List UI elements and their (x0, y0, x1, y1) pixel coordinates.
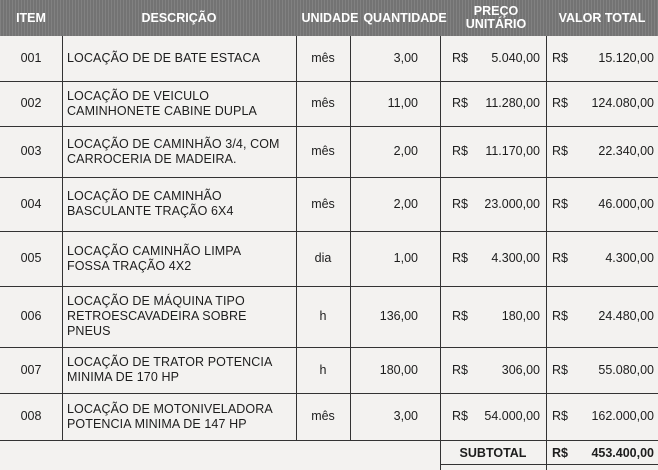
item-quantity: 11,00 (387, 96, 418, 110)
unit-price: 306,00 (501, 362, 540, 377)
item-number: 002 (20, 96, 42, 110)
description-line: PNEUS (67, 324, 111, 338)
item-unit: h (319, 362, 327, 377)
column-divider (546, 440, 547, 470)
description-line: RETROESCAVADEIRA SOBRE (67, 309, 247, 323)
subtotal-currency: R$ (552, 445, 568, 460)
item-description (62, 36, 299, 81)
item-description (62, 393, 299, 440)
header-valor-total: VALOR TOTAL (558, 10, 646, 25)
unit-price: 23.000,00 (484, 196, 540, 211)
header-item: ITEM (16, 10, 46, 25)
item-unit: mês (311, 409, 335, 423)
header-preco-line1: PREÇO (473, 4, 519, 18)
currency-symbol: R$ (452, 409, 468, 423)
item-number: 006 (20, 309, 42, 323)
table-row (0, 36, 658, 81)
total-value: 46.000,00 (598, 196, 654, 211)
row-divider (0, 393, 658, 394)
item-unit: mês (311, 96, 335, 110)
description-line: FOSSA TRAÇÃO 4X2 (67, 258, 192, 273)
item-quantity: 1,00 (393, 251, 418, 265)
total-value: 124.080,00 (591, 96, 654, 110)
unit-price: 11.280,00 (485, 96, 540, 110)
item-description (62, 286, 299, 347)
item-number: 008 (20, 409, 42, 423)
currency-symbol: R$ (452, 51, 468, 65)
currency-symbol: R$ (452, 251, 468, 265)
total-value: 22.340,00 (598, 144, 654, 158)
unit-price: 11.170,00 (485, 144, 540, 158)
item-number: 007 (20, 362, 42, 377)
description-line: BASCULANTE TRAÇÃO 6X4 (67, 204, 234, 218)
currency-symbol: R$ (552, 144, 568, 158)
column-divider (440, 36, 441, 440)
row-divider (0, 177, 658, 178)
item-description (62, 126, 299, 177)
header-quantidade: QUANTIDADE (363, 10, 447, 25)
item-quantity: 136,00 (379, 309, 418, 323)
item-quantity: 3,00 (393, 409, 418, 423)
table-row (0, 126, 658, 177)
item-unit: h (319, 309, 327, 323)
column-divider (546, 36, 547, 440)
description-line: CARROCERIA DE MADEIRA. (67, 151, 237, 166)
unit-price: 54.000,00 (484, 409, 540, 423)
total-value: 55.080,00 (598, 362, 654, 377)
item-unit: mês (311, 51, 335, 65)
row-divider (0, 231, 658, 232)
description-line: CAMINHONETE CABINE DUPLA (67, 103, 257, 118)
currency-symbol: R$ (452, 96, 468, 110)
currency-symbol: R$ (552, 51, 568, 65)
table-row (0, 286, 658, 347)
subtotal-row (0, 440, 658, 466)
row-divider (440, 464, 658, 465)
currency-symbol: R$ (452, 196, 468, 211)
description-line: LOCAÇÃO DE DE BATE ESTACA (67, 51, 261, 65)
column-divider (440, 440, 441, 470)
row-divider (0, 286, 658, 287)
subtotal-label: SUBTOTAL (459, 445, 527, 460)
table-header (0, 0, 658, 36)
item-description (62, 231, 299, 286)
currency-symbol: R$ (452, 309, 468, 323)
header-preco-line2: UNITÁRIO (465, 17, 527, 31)
item-number: 005 (20, 251, 42, 265)
unit-price: 4.300,00 (491, 251, 540, 265)
table-row (0, 393, 658, 440)
item-unit: mês (311, 144, 335, 158)
description-line: LOCAÇÃO DE MOTONIVELADORA (67, 401, 273, 416)
item-quantity: 180,00 (379, 362, 418, 377)
item-description (62, 177, 299, 231)
description-line: LOCAÇÃO DE MÁQUINA TIPO (67, 294, 245, 308)
total-value: 24.480,00 (598, 309, 654, 323)
column-divider (62, 36, 63, 440)
header-preco-unitario (446, 0, 546, 36)
currency-symbol: R$ (452, 362, 468, 377)
item-quantity: 2,00 (393, 196, 418, 211)
description-line: LOCAÇÃO DE CAMINHÃO (67, 189, 222, 203)
item-number: 004 (20, 196, 42, 211)
item-description (62, 81, 299, 126)
table-row (0, 177, 658, 231)
row-divider (0, 126, 658, 127)
currency-symbol: R$ (552, 309, 568, 323)
column-divider (350, 36, 351, 440)
unit-price: 5.040,00 (491, 51, 540, 65)
currency-symbol: R$ (452, 144, 468, 158)
row-divider (0, 81, 658, 82)
description-line: MINIMA DE 170 HP (67, 370, 180, 384)
item-unit: dia (314, 251, 332, 265)
description-line: LOCAÇÃO CAMINHÃO LIMPA (67, 243, 242, 258)
row-divider (0, 347, 658, 348)
currency-symbol: R$ (552, 96, 568, 110)
currency-symbol: R$ (552, 251, 568, 265)
total-value: 15.120,00 (598, 51, 654, 65)
description-line: LOCAÇÃO DE TRATOR POTENCIA (67, 355, 273, 369)
header-descricao: DESCRIÇÃO (141, 10, 217, 25)
item-quantity: 3,00 (393, 51, 418, 65)
item-description (62, 347, 299, 393)
table-row (0, 231, 658, 286)
currency-symbol: R$ (552, 196, 568, 211)
subtotal-value: 453.400,00 (591, 445, 654, 460)
table-row (0, 347, 658, 393)
unit-price: 180,00 (501, 309, 540, 323)
table-row (0, 81, 658, 126)
item-quantity: 2,00 (393, 144, 418, 158)
header-unidade: UNIDADE (301, 10, 359, 25)
column-divider (296, 36, 297, 440)
description-line: LOCAÇÃO DE CAMINHÃO 3/4, COM (67, 136, 280, 151)
description-line: POTENCIA MINIMA DE 147 HP (67, 416, 247, 431)
currency-symbol: R$ (552, 362, 568, 377)
item-number: 001 (20, 51, 42, 65)
currency-symbol: R$ (552, 409, 568, 423)
item-number: 003 (20, 144, 42, 158)
item-unit: mês (311, 196, 335, 211)
total-value: 162.000,00 (591, 409, 654, 423)
total-value: 4.300,00 (605, 251, 654, 265)
description-line: LOCAÇÃO DE VEICULO (67, 88, 210, 103)
row-divider (0, 440, 658, 441)
